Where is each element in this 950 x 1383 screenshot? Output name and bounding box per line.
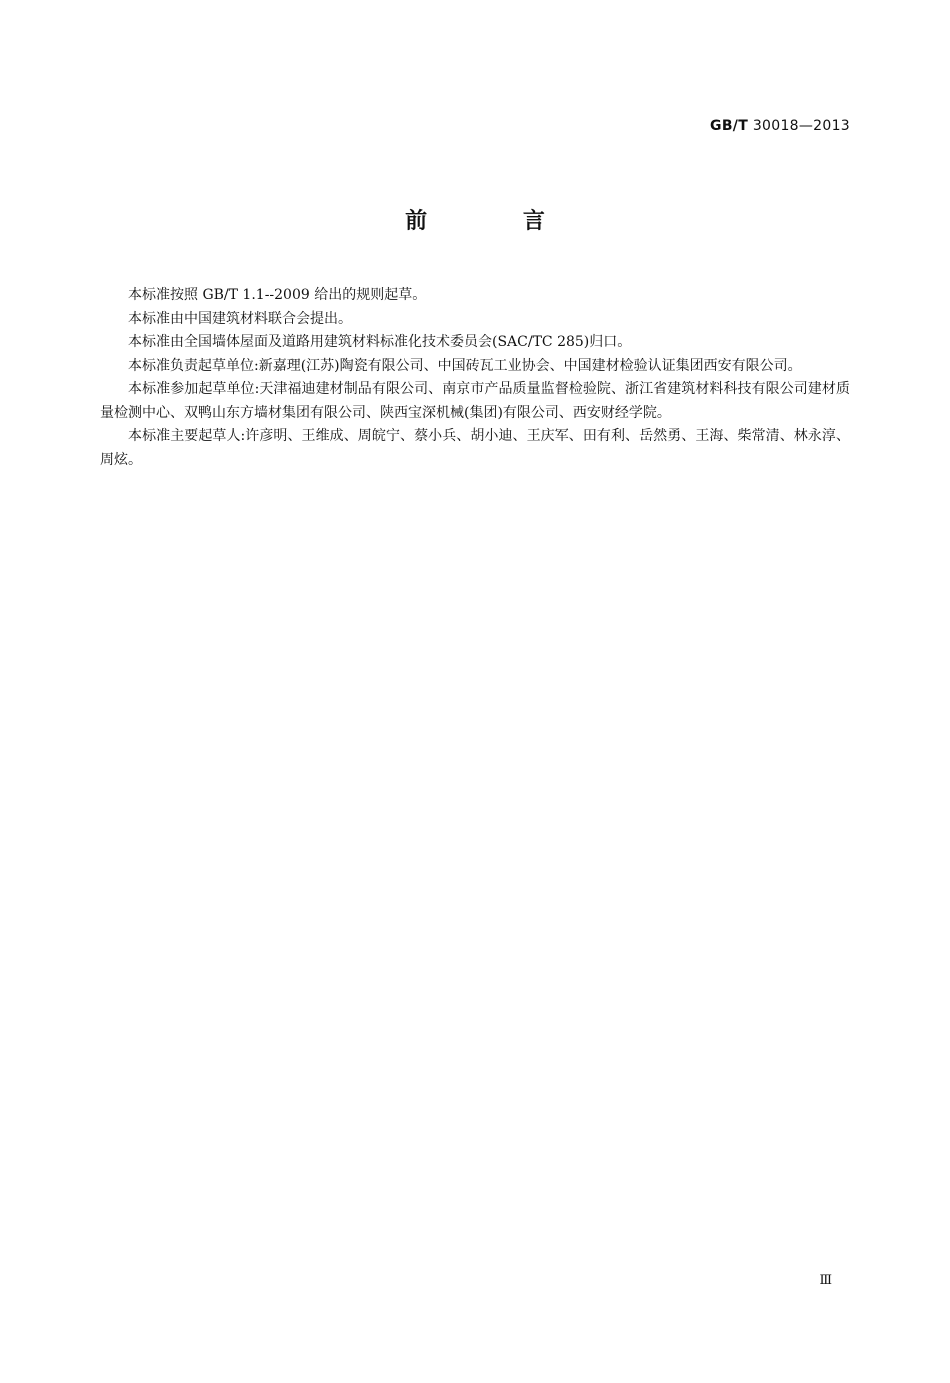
paragraph-drafting-rules: 本标准按照 GB/T 1.1--2009 给出的规则起草。 — [128, 287, 427, 303]
standard-prefix: GB/T — [710, 118, 749, 134]
paragraph-responsible-drafters: 本标准负责起草单位:新嘉理(江苏)陶瓷有限公司、中国砖瓦工业协会、中国建材检验认证集团西安有限公司。 — [128, 357, 802, 374]
paragraph-main-drafters: 本标准主要起草人:许彦明、王维成、周皖宁、蔡小兵、胡小迪、王庆军、田有利、岳然勇、王海、柴常清、林永淳、周炫。 — [100, 428, 850, 468]
page-title: 前 言 — [405, 209, 589, 234]
page-number: Ⅲ — [819, 1273, 832, 1288]
foreword-body — [100, 284, 850, 472]
paragraph-participating-drafters: 本标准参加起草单位:天津福迪建材制品有限公司、南京市产品质量监督检验院、浙江省建筑材料科技有限公司建材质量检测中心、双鸭山东方墙材集团有限公司、陕西宝深机械(集团)有限公司、西安财经学院。 — [100, 381, 850, 421]
standard-number: 30018—2013 — [752, 118, 850, 134]
paragraph-centralized-by: 本标准由全国墙体屋面及道路用建筑材料标准化技术委员会(SAC/TC 285)归口。 — [128, 334, 632, 350]
paragraph-proposer: 本标准由中国建筑材料联合会提出。 — [128, 310, 352, 327]
standard-code — [710, 118, 850, 134]
